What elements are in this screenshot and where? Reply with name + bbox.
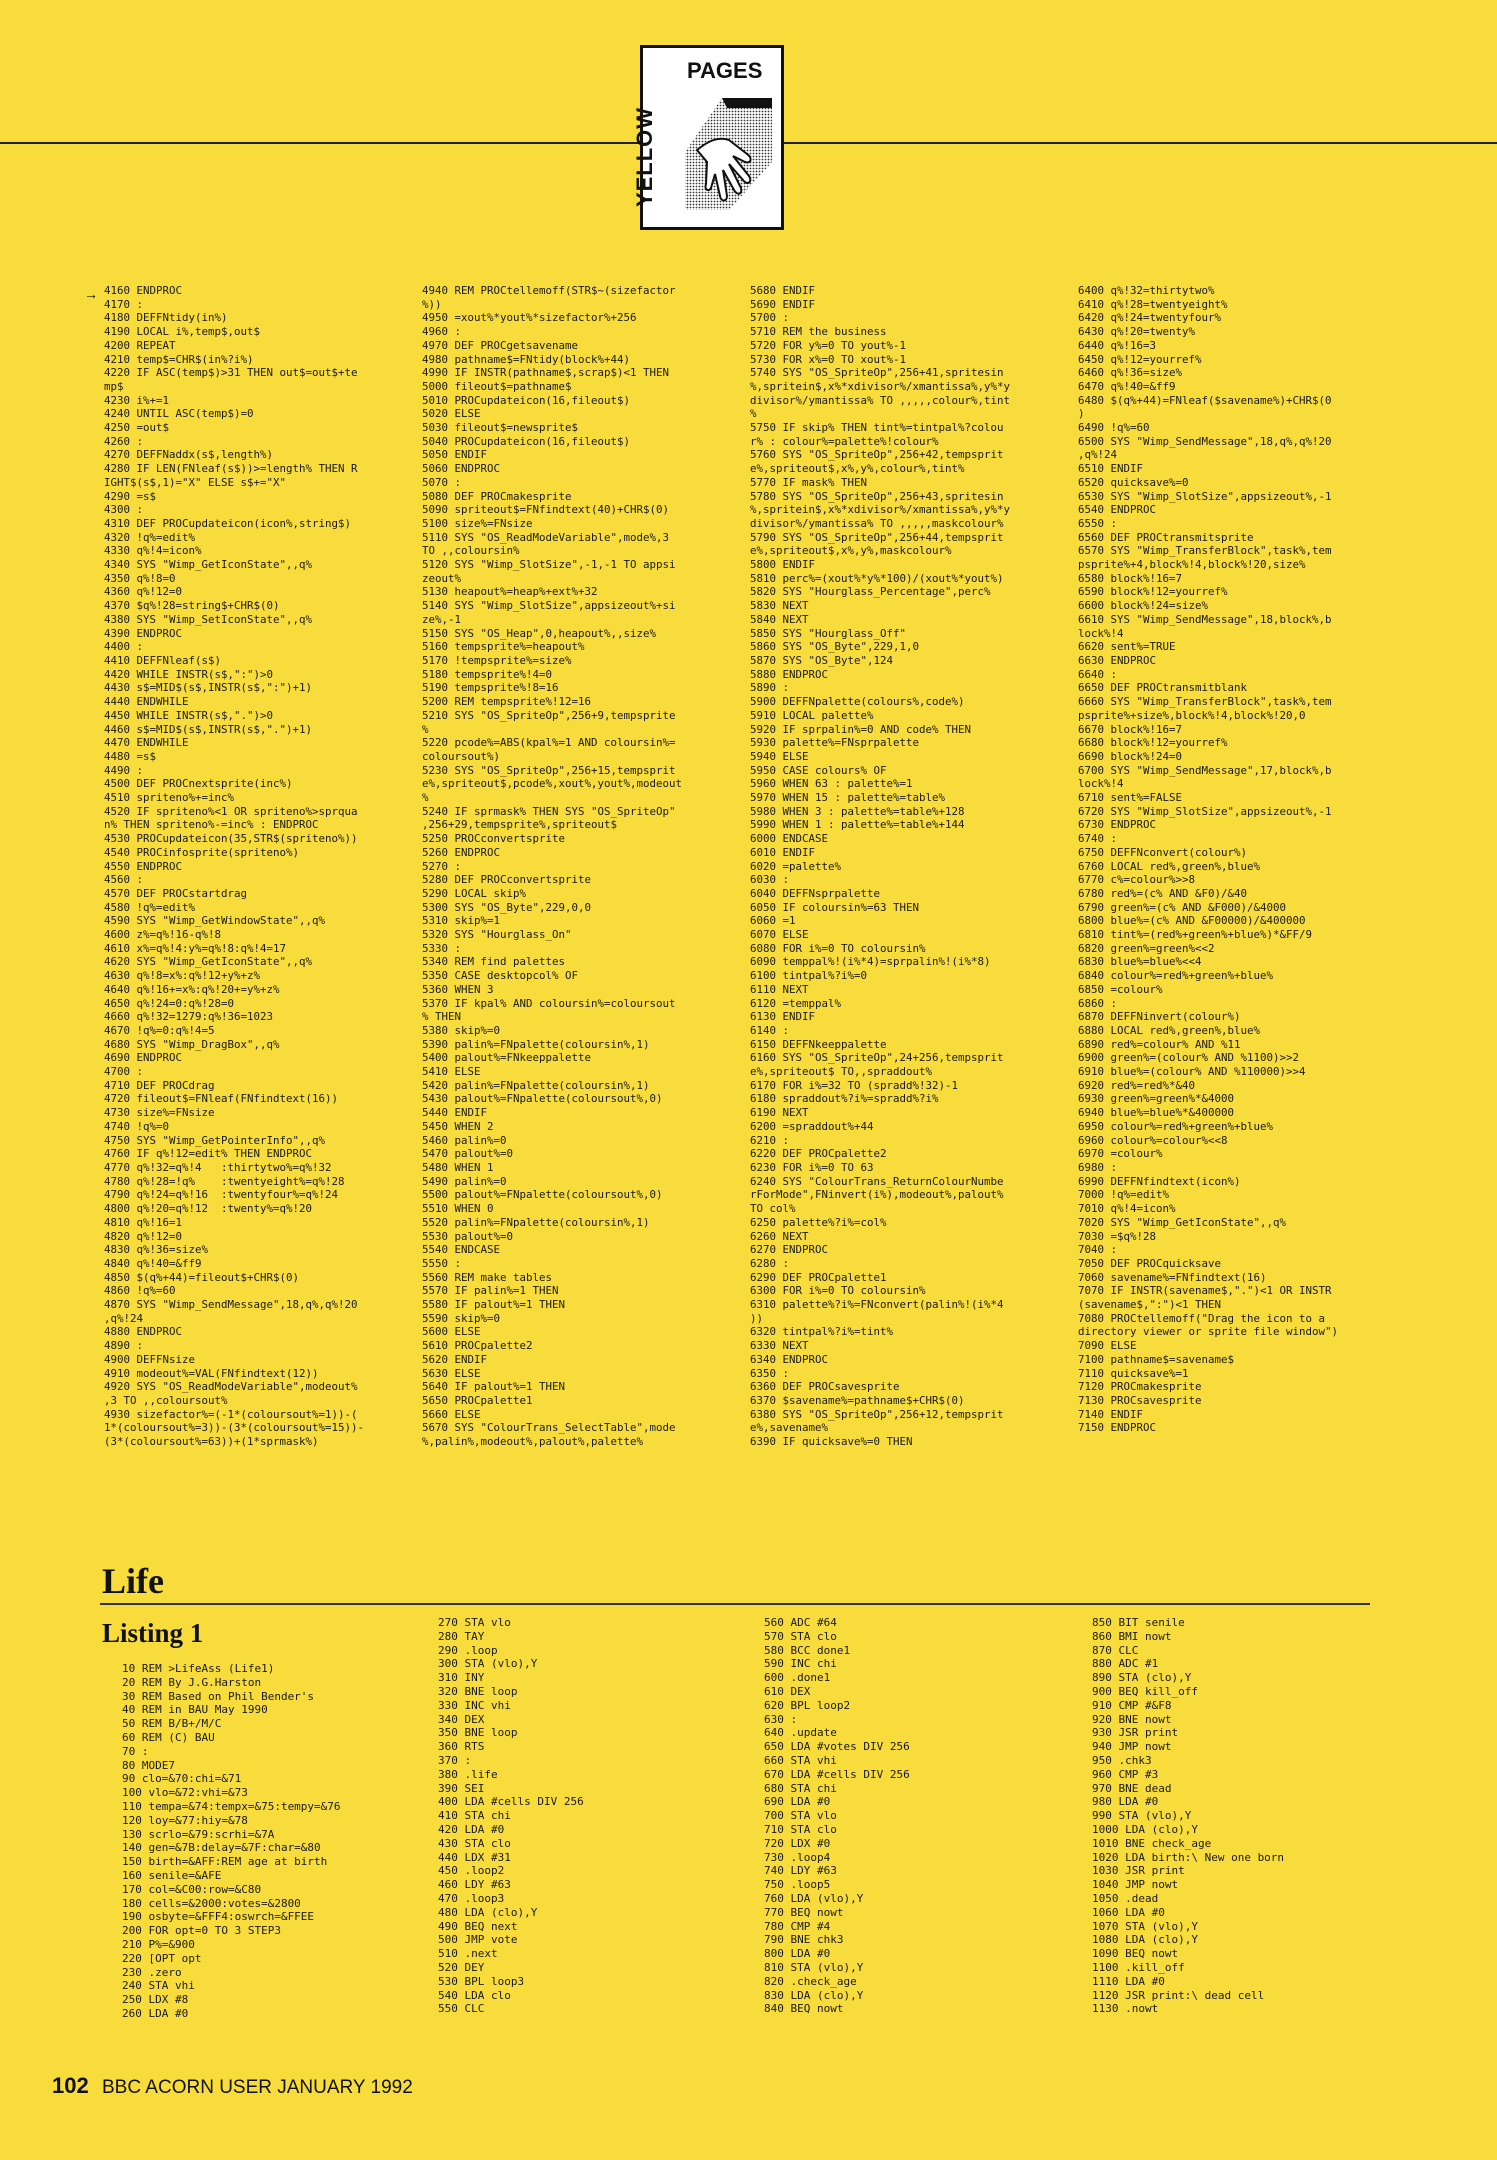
listing-title: Listing 1 xyxy=(102,1618,204,1648)
listing1-column-3: 560 ADC #64 570 STA clo 580 BCC done1 590 INC chi 600 .done1 610 DEX 620 BPL loop2 630 : 640 .update 650 LDA #votes DIV 256 660 STA vhi 670 LDA #cells DIV 256 680 STA chi 690 LDA #0 700 STA vlo 710 STA clo 720 LDX #0 730 .loop4 740 LDY #63 750 .loop5 760 LDA (vlo),Y 770 BEQ nowt 780 CMP #4 790 BNE chk3 800 LDA #0 810 STA (vlo),Y 820 .check_age 830 LDA (clo),Y 840 BEQ nowt xyxy=(764,1616,910,2016)
yellow-pages-logo xyxy=(632,45,784,230)
listing-column-3: 5680 ENDIF 5690 ENDIF 5700 : 5710 REM the business 5720 FOR y%=0 TO yout%-1 5730 FOR x%=0 TO xout%-1 5740 SYS "OS_SpriteOp",256+41,spritesin %,spritein$,x%*xdivisor%/xmantissa%,y%*y divisor%/ymantissa% TO ,,,,,colour%,tint % 5750 IF skip% THEN tint%=tintpal%?colou r% : colour%=palette%!colour% 5760 SYS "OS_SpriteOp",256+42,tempsprit e%,spriteout$,x%,y%,colour%,tint% 5770 IF mask% THEN 5780 SYS "OS_SpriteOp",256+43,spritesin %,spritein$,x%*xdivisor%/xmantissa%,y%*y divisor%/ymantissa% TO ,,,,,maskcolour% 5790 SYS "OS_SpriteOp",256+44,tempsprit e%,spriteout$,x%,y%,maskcolour% 5800 ENDIF 5810 perc%=(xout%*y%*100)/(xout%*yout%) 5820 SYS "Hourglass_Percentage",perc% 5830 NEXT 5840 NEXT 5850 SYS "Hourglass_Off" 5860 SYS "OS_Byte",229,1,0 5870 SYS "OS_Byte",124 5880 ENDPROC 5890 : 5900 DEFFNpalette(colours%,code%) 5910 LOCAL palette% 5920 IF sprpalin%=0 AND code% THEN 5930 palette%=FNsprpalette 5940 ELSE 5950 CASE colours% OF 5960 WHEN 63 : palette%=1 5970 WHEN 15 : palette%=table% 5980 WHEN 3 : palette%=table%+128 5990 WHEN 1 : palette%=table%+144 6000 ENDCASE 6010 ENDIF 6020 =palette% 6030 : 6040 DEFFNsprpalette 6050 IF coloursin%=63 THEN 6060 =1 6070 ELSE 6080 FOR i%=0 TO coloursin% 6090 temppal%!(i%*4)=sprpalin%!(i%*8) 6100 tintpal%?i%=0 6110 NEXT 6120 =temppal% 6130 ENDIF 6140 : 6150 DEFFNkeeppalette 6160 SYS "OS_SpriteOp",24+256,tempsprit e%,spriteout$ TO,,spraddout% 6170 FOR i%=32 TO (spradd%!32)-1 6180 spraddout%?i%=spradd%?i% 6190 NEXT 6200 =spraddout%+44 6210 : 6220 DEF PROCpalette2 6230 FOR i%=0 TO 63 6240 SYS "ColourTrans_ReturnColourNumbe rForMode",FNinvert(i%),modeout%,palout% TO col% 6250 palette%?i%=col% 6260 NEXT 6270 ENDPROC 6280 : 6290 DEF PROCpalette1 6300 FOR i%=0 TO coloursin% 6310 palette%?i%=FNconvert(palin%!(i%*4 )) 6320 tintpal%?i%=tint% 6330 NEXT 6340 ENDPROC 6350 : 6360 DEF PROCsavesprite 6370 $savename%=pathname$+CHR$(0) 6380 SYS "OS_SpriteOp",256+12,tempsprit e%,savename% 6390 IF quicksave%=0 THEN xyxy=(750,284,1011,1449)
listing1-column-2: 270 STA vlo 280 TAY 290 .loop 300 STA (vlo),Y 310 INY 320 BNE loop 330 INC vhi 340 DEX 350 BNE loop 360 RTS 370 : 380 .life 390 SEI 400 LDA #cells DIV 256 410 STA chi 420 LDA #0 430 STA clo 440 LDX #31 450 .loop2 460 LDY #63 470 .loop3 480 LDA (clo),Y 490 BEQ next 500 JMP vote 510 .next 520 DEY 530 BPL loop3 540 LDA clo 550 CLC xyxy=(438,1616,584,2016)
logo-vertical-text: YELLOW xyxy=(632,106,658,208)
listing-column-2: 4940 REM PROCtellemoff(STR$~(sizefactor %)) 4950 =xout%*yout%*sizefactor%+256 4960 : 4970 DEF PROCgetsavename 4980 pathname$=FNtidy(block%+44) 4990 IF INSTR(pathname$,scrap$)<1 THEN 5000 fileout$=pathname$ 5010 PROCupdateicon(16,fileout$) 5020 ELSE 5030 fileout$=newsprite$ 5040 PROCupdateicon(16,fileout$) 5050 ENDIF 5060 ENDPROC 5070 : 5080 DEF PROCmakesprite 5090 spriteout$=FNfindtext(40)+CHR$(0) 5100 size%=FNsize 5110 SYS "OS_ReadModeVariable",mode%,3 TO ,,coloursin% 5120 SYS "Wimp_SlotSize",-1,-1 TO appsi zeout% 5130 heapout%=heap%+ext%+32 5140 SYS "Wimp_SlotSize",appsizeout%+si ze%,-1 5150 SYS "OS_Heap",0,heapout%,,size% 5160 tempsprite%=heapout% 5170 !tempsprite%=size% 5180 tempsprite%!4=0 5190 tempsprite%!8=16 5200 REM tempsprite%!12=16 5210 SYS "OS_SpriteOp",256+9,tempsprite % 5220 pcode%=ABS(kpal%=1 AND coloursin%= coloursout%) 5230 SYS "OS_SpriteOp",256+15,tempsprit e%,spriteout$,pcode%,xout%,yout%,modeout % 5240 IF sprmask% THEN SYS "OS_SpriteOp" ,256+29,tempsprite%,spriteout$ 5250 PROCconvertsprite 5260 ENDPROC 5270 : 5280 DEF PROCconvertsprite 5290 LOCAL skip% 5300 SYS "OS_Byte",229,0,0 5310 skip%=1 5320 SYS "Hourglass_On" 5330 : 5340 REM find palettes 5350 CASE desktopcol% OF 5360 WHEN 3 5370 IF kpal% AND coloursin%=coloursout % THEN 5380 skip%=0 5390 palin%=FNpalette(coloursin%,1) 5400 palout%=FNkeeppalette 5410 ELSE 5420 palin%=FNpalette(coloursin%,1) 5430 palout%=FNpalette(coloursout%,0) 5440 ENDIF 5450 WHEN 2 5460 palin%=0 5470 palout%=0 5480 WHEN 1 5490 palin%=0 5500 palout%=FNpalette(coloursout%,0) 5510 WHEN 0 5520 palin%=FNpalette(coloursin%,1) 5530 palout%=0 5540 ENDCASE 5550 : 5560 REM make tables 5570 IF palin%=1 THEN 5580 IF palout%=1 THEN 5590 skip%=0 5600 ELSE 5610 PROCpalette2 5620 ENDIF 5630 ELSE 5640 IF palout%=1 THEN 5650 PROCpalette1 5660 ELSE 5670 SYS "ColourTrans_SelectTable",mode %,palin%,modeout%,palout%,palette% xyxy=(422,284,683,1449)
listing-column-4: 6400 q%!32=thirtytwo% 6410 q%!28=twentyeight% 6420 q%!24=twentyfour% 6430 q%!20=twenty% 6440 q%!16=3 6450 q%!12=yourref% 6460 q%!36=size% 6470 q%!40=&ff9 6480 $(q%+44)=FNleaf($savename%)+CHR$(0 ) 6490 !q%=60 6500 SYS "Wimp_SendMessage",18,q%,q%!20 ,q%!24 6510 ENDIF 6520 quicksave%=0 6530 SYS "Wimp_SlotSize",appsizeout%,-1 6540 ENDPROC 6550 : 6560 DEF PROCtransmitsprite 6570 SYS "Wimp_TransferBlock",task%,tem psprite%+4,block%!4,block%!20,size% 6580 block%!16=7 6590 block%!12=yourref% 6600 block%!24=size% 6610 SYS "Wimp_SendMessage",18,block%,b lock%!4 6620 sent%=TRUE 6630 ENDPROC 6640 : 6650 DEF PROCtransmitblank 6660 SYS "Wimp_TransferBlock",task%,tem psprite%+size%,block%!4,block%!20,0 6670 block%!16=7 6680 block%!12=yourref% 6690 block%!24=0 6700 SYS "Wimp_SendMessage",17,block%,b lock%!4 6710 sent%=FALSE 6720 SYS "Wimp_SlotSize",appsizeout%,-1 6730 ENDPROC 6740 : 6750 DEFFNconvert(colour%) 6760 LOCAL red%,green%,blue% 6770 c%=colour%>>8 6780 red%=(c% AND &F0)/&40 6790 green%=(c% AND &F000)/&4000 6800 blue%=(c% AND &F00000)/&400000 6810 tint%=(red%+green%+blue%)*&FF/9 6820 green%=green%<<2 6830 blue%=blue%<<4 6840 colour%=red%+green%+blue% 6850 =colour% 6860 : 6870 DEFFNinvert(colour%) 6880 LOCAL red%,green%,blue% 6890 red%=colour% AND %11 6900 green%=(colour% AND %1100)>>2 6910 blue%=(colour% AND %110000)>>4 6920 red%=red%*&40 6930 green%=green%*&4000 6940 blue%=blue%*&400000 6950 colour%=red%+green%+blue% 6960 colour%=colour%<<8 6970 =colour% 6980 : 6990 DEFFNfindtext(icon%) 7000 !q%=edit% 7010 q%!4=icon% 7020 SYS "Wimp_GetIconState",,q% 7030 =$q%!28 7040 : 7050 DEF PROCquicksave 7060 savename%=FNfindtext(16) 7070 IF INSTR(savename$,".")<1 OR INSTR (savename$,":")<1 THEN 7080 PROCtellemoff("Drag the icon to a directory viewer or sprite file window") 7090 ELSE 7100 pathname$=savename$ 7110 quicksave%=1 7120 PROCmakesprite 7130 PROCsavesprite 7140 ENDIF 7150 ENDPROC xyxy=(1078,284,1339,1435)
logo-horizontal-text: PAGES xyxy=(687,58,763,83)
listing-column-1: 4160 ENDPROC 4170 : 4180 DEFFNtidy(in%) 4190 LOCAL i%,temp$,out$ 4200 REPEAT 4210 temp$=CHR$(in%?i%) 4220 IF ASC(temp$)>31 THEN out$=out$+te mp$ 4230 i%+=1 4240 UNTIL ASC(temp$)=0 4250 =out$ 4260 : 4270 DEFFNaddx(s$,length%) 4280 IF LEN(FNleaf(s$))>=length% THEN R IGHT$(s$,1)="X" ELSE s$+="X" 4290 =s$ 4300 : 4310 DEF PROCupdateicon(icon%,string$) 4320 !q%=edit% 4330 q%!4=icon% 4340 SYS "Wimp_GetIconState",,q% 4350 q%!8=0 4360 q%!12=0 4370 $q%!28=string$+CHR$(0) 4380 SYS "Wimp_SetIconState",,q% 4390 ENDPROC 4400 : 4410 DEFFNleaf(s$) 4420 WHILE INSTR(s$,":")>0 4430 s$=MID$(s$,INSTR(s$,":")+1) 4440 ENDWHILE 4450 WHILE INSTR(s$,".")>0 4460 s$=MID$(s$,INSTR(s$,".")+1) 4470 ENDWHILE 4480 =s$ 4490 : 4500 DEF PROCnextsprite(inc%) 4510 spriteno%+=inc% 4520 IF spriteno%<1 OR spriteno%>sprqua n% THEN spriteno%-=inc% : ENDPROC 4530 PROCupdateicon(35,STR$(spriteno%)) 4540 PROCinfosprite(spriteno%) 4550 ENDPROC 4560 : 4570 DEF PROCstartdrag 4580 !q%=edit% 4590 SYS "Wimp_GetWindowState",,q% 4600 z%=q%!16-q%!8 4610 x%=q%!4:y%=q%!8:q%!4=17 4620 SYS "Wimp_GetIconState",,q% 4630 q%!8=x%:q%!12+y%+z% 4640 q%!16+=x%:q%!20+=y%+z% 4650 q%!24=0:q%!28=0 4660 q%!32=1279:q%!36=1023 4670 !q%=0:q%!4=5 4680 SYS "Wimp_DragBox",,q% 4690 ENDPROC 4700 : 4710 DEF PROCdrag 4720 fileout$=FNleaf(FNfindtext(16)) 4730 size%=FNsize 4740 !q%=0 4750 SYS "Wimp_GetPointerInfo",,q% 4760 IF q%!12=edit% THEN ENDPROC 4770 q%!32=q%!4 :thirtytwo%=q%!32 4780 q%!28=!q% :twentyeight%=q%!28 4790 q%!24=q%!16 :twentyfour%=q%!24 4800 q%!20=q%!12 :twenty%=q%!20 4810 q%!16=1 4820 q%!12=0 4830 q%!36=size% 4840 q%!40=&ff9 4850 $(q%+44)=fileout$+CHR$(0) 4860 !q%=60 4870 SYS "Wimp_SendMessage",18,q%,q%!20 ,q%!24 4880 ENDPROC 4890 : 4900 DEFFNsize 4910 modeout%=VAL(FNfindtext(12)) 4920 SYS "OS_ReadModeVariable",modeout% ,3 TO ,,coloursout% 4930 sizefactor%=(-1*(coloursout%=1))-( 1*(coloursout%=3))-(3*(coloursout%=15))- (3*(coloursout%=63))+(1*sprmask%) xyxy=(104,284,365,1449)
continuation-arrow-icon: → xyxy=(84,286,98,302)
page-footer xyxy=(52,2073,413,2099)
walking-fingers-hand-icon xyxy=(677,92,777,217)
listing1-column-4: 850 BIT senile 860 BMI nowt 870 CLC 880 ADC #1 890 STA (clo),Y 900 BEQ kill_off 910 CMP #&F8 920 BNE nowt 930 JSR print 940 JMP nowt 950 .chk3 960 CMP #3 970 BNE dead 980 LDA #0 990 STA (vlo),Y 1000 LDA (clo),Y 1010 BNE check_age 1020 LDA birth:\ New one born 1030 JSR print 1040 JMP nowt 1050 .dead 1060 LDA #0 1070 STA (vlo),Y 1080 LDA (clo),Y 1090 BEQ nowt 1100 .kill_off 1110 LDA #0 1120 JSR print:\ dead cell 1130 .nowt xyxy=(1092,1616,1285,2016)
publication-line: BBC ACORN USER JANUARY 1992 xyxy=(102,2077,413,2098)
section-title: Life xyxy=(102,1561,164,1601)
page-number: 102 xyxy=(52,2073,89,2098)
listing1-column-1: 10 REM >LifeAss (Life1) 20 REM By J.G.Harston 30 REM Based on Phil Bender's 40 REM in BAU May 1990 50 REM B/B+/M/C 60 REM (C) BAU 70 : 80 MODE7 90 clo=&70:chi=&71 100 vlo=&72:vhi=&73 110 tempa=&74:tempx=&75:tempy=&76 120 loy=&77:hiy=&78 130 scrlo=&79:scrhi=&7A 140 gen=&7B:delay=&7F:char=&80 150 birth=&AFF:REM age at birth 160 senile=&AFE 170 col=&C00:row=&C80 180 cells=&2000:votes=&2800 190 osbyte=&FFF4:oswrch=&FFEE 200 FOR opt=0 TO 3 STEP3 210 P%=&900 220 [OPT opt 230 .zero 240 STA vhi 250 LDX #8 260 LDA #0 xyxy=(122,1662,341,2020)
section-rule xyxy=(100,1603,1370,1605)
